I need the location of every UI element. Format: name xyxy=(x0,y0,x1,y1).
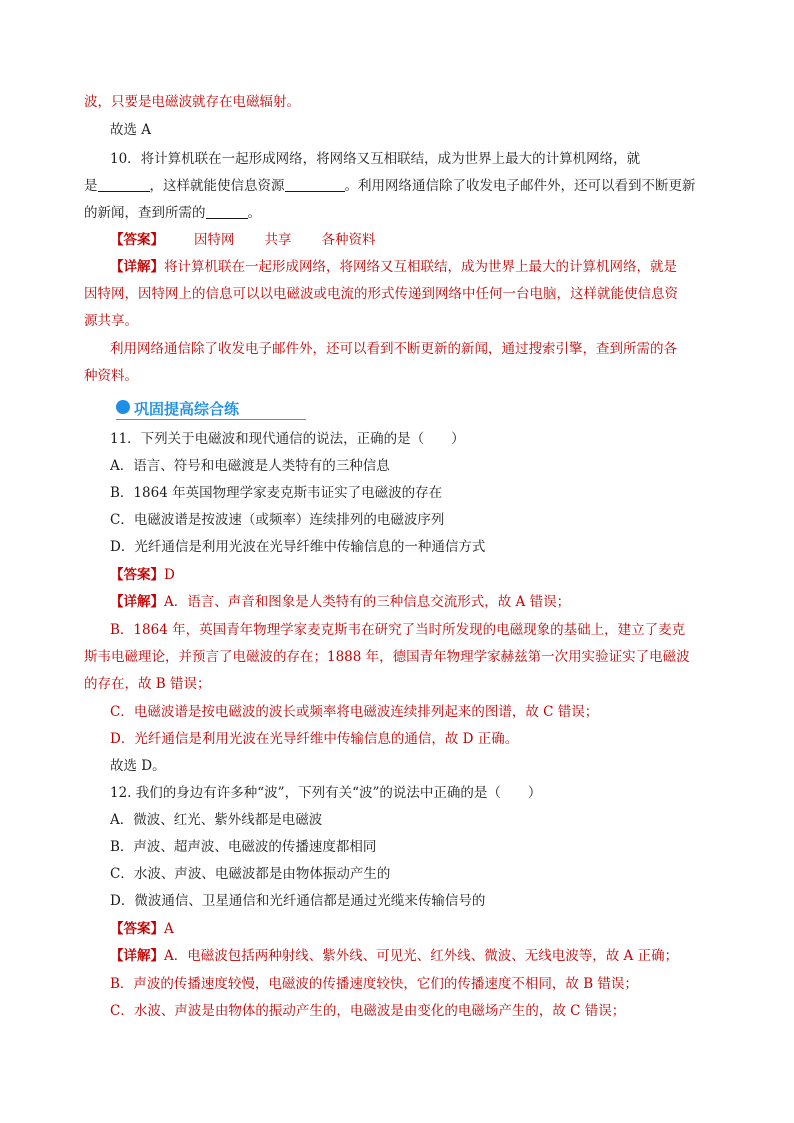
q11-option-a: A．语言、符号和电磁渡是人类特有的三种信息 xyxy=(110,458,390,474)
detail-label: 【详解】 xyxy=(110,594,164,610)
choose-answer-line: 故选 A xyxy=(110,122,152,138)
q10-detail-line4: 利用网络通信除了收发电子邮件外，还可以看到不断更新的新闻，通过搜索引擎，查到所需的各 xyxy=(110,341,677,357)
q12-option-b: B．声波、超声波、电磁波的传播速度都相同 xyxy=(110,839,377,855)
answer-value: 因特网 xyxy=(194,232,235,248)
q12-option-c: C．水波、声波、电磁波都是由物体振动产生的 xyxy=(110,866,391,882)
q10-text: 是 xyxy=(84,178,98,194)
q11-detail-a xyxy=(110,593,570,611)
answer-label: 【答案】 xyxy=(110,567,164,583)
q10-stem-line1: 10．将计算机联在一起形成网络，将网络又互相联结，成为世界上最大的计算机网络，就 xyxy=(110,151,641,167)
fill-blank-1 xyxy=(98,178,150,192)
q12-stem: 12. 我们的身边有许多种“波”，下列有关“波”的说法中正确的是（ ） xyxy=(110,785,542,801)
q11-detail-d: D．光纤通信是利用光波在光导纤维中传输信息的通信，故 D 正确。 xyxy=(110,731,519,747)
q11-option-b: B．1864 年英国物理学家麦克斯韦证实了电磁波的存在 xyxy=(110,485,443,501)
section-heading xyxy=(116,397,306,420)
q12-answer-line xyxy=(110,920,174,938)
detail-text: A．电磁波包括两种射线、紫外线、可见光、红外线、微波、无线电波等，故 A 正确； xyxy=(164,948,679,964)
answer-value: 各种资料 xyxy=(321,232,376,248)
answer-value: A xyxy=(164,921,174,937)
q12-detail-c: C．水波、声波是由物体的振动产生的，电磁波是由变化的电磁场产生的，故 C 错误； xyxy=(110,1003,626,1019)
detail-label: 【详解】 xyxy=(110,948,164,964)
answer-label: 【答案】 xyxy=(110,232,164,248)
q12-option-a: A．微波、红光、紫外线都是电磁波 xyxy=(110,812,323,828)
bullet-circle-icon xyxy=(116,400,130,414)
q10-text: 。利用网络通信除了收发电子邮件外，还可以看到不断更新 xyxy=(344,178,696,194)
q10-text: 的新闻，查到所需的 xyxy=(84,205,206,221)
section-title: 巩固提高综合练 xyxy=(134,400,240,418)
q11-detail-b3: 的存在，故 B 错误； xyxy=(84,676,211,692)
q10-answer-line xyxy=(110,231,376,249)
q10-stem-line3 xyxy=(84,204,261,222)
q11-answer-line xyxy=(110,566,175,584)
q10-stem-line2 xyxy=(84,177,696,195)
q10-detail-line5: 种资料。 xyxy=(84,368,138,384)
q11-detail-c: C．电磁波谱是按电磁波的波长或频率将电磁波连续排列起来的图谱，故 C 错误； xyxy=(110,704,599,720)
q10-detail-line1 xyxy=(110,258,677,276)
q11-detail-b2: 斯韦电磁理论，并预言了电磁波的存在；1888 年，德国青年物理学家赫兹第一次用实验证实了电磁波 xyxy=(84,649,690,665)
fill-blank-2 xyxy=(285,178,345,192)
q10-detail-line3: 源共享。 xyxy=(84,313,138,329)
q11-option-c: C．电磁波谱是按波速（或频率）连续排列的电磁波序列 xyxy=(110,512,445,528)
q12-detail-b: B．声波的传播速度较慢，电磁波的传播速度较快，它们的传播速度不相同，故 B 错误； xyxy=(110,976,638,992)
paragraph-line: 波，只要是电磁波就存在电磁辐射。 xyxy=(84,94,300,110)
q11-stem: 11．下列关于电磁波和现代通信的说法，正确的是（ ） xyxy=(110,431,465,447)
answer-value: 共享 xyxy=(264,232,292,248)
fill-blank-3 xyxy=(206,205,248,219)
q12-option-d: D．微波通信、卫星通信和光纤通信都是通过光缆来传输信号的 xyxy=(110,893,486,909)
detail-text: 将计算机联在一起形成网络，将网络又互相联结，成为世界上最大的计算机网络，就是 xyxy=(164,259,677,275)
answer-value: D xyxy=(164,567,175,583)
q10-detail-line2: 因特网，因特网上的信息可以以电磁波或电流的形式传递到网络中任何一台电脑，这样就能使信息资 xyxy=(84,286,678,302)
q11-option-d: D．光纤通信是利用光波在光导纤维中传输信息的一种通信方式 xyxy=(110,539,486,555)
q10-text: ，这样就能使信息资源 xyxy=(149,178,285,194)
q11-choose: 故选 D。 xyxy=(110,758,166,774)
q12-detail-a xyxy=(110,947,678,965)
q10-text: 。 xyxy=(247,205,261,221)
answer-label: 【答案】 xyxy=(110,921,164,937)
detail-text: A．语言、声音和图象是人类特有的三种信息交流形式，故 A 错误； xyxy=(164,594,571,610)
detail-label: 【详解】 xyxy=(110,259,164,275)
q11-detail-b1: B．1864 年，英国青年物理学家麦克斯韦在研究了当时所发现的电磁现象的基础上，建立了麦克 xyxy=(110,622,686,638)
